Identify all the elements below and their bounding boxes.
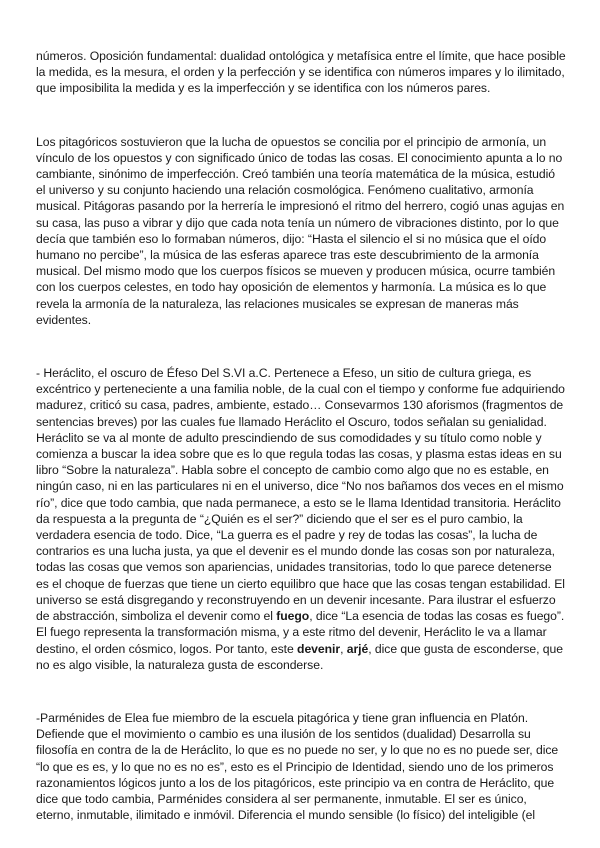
bold-term-devenir: devenir	[297, 641, 341, 656]
heraclitus-text-c: ,	[340, 641, 347, 656]
heraclitus-text-a: - Heráclito, el oscuro de Éfeso Del S.VI a.C. Pertenece a Efeso, un sitio de cultura griega, es excéntrico y perteneciente a una familia noble, de la cual con el tiempo y conforme fue adquiriendo madurez, criticó su casa, padres, ambiente, estado… Consevarmos 130 aforismos (fragmentos de sentencias breves) por las cuales fue llamado Heráclito el Oscuro, todos señalan su genialidad. Heráclito se va al monte de adulto prescindiendo de sus comodidades y su título como noble y comienza a buscar la idea sobre que es lo que regula todas las cosas, y plasma estas ideas en su libro “Sobre la naturaleza”. Habla sobre el concepto de cambio como algo que no es estable, en ningún caso, ni en las particulares ni en el universo, dice “No nos bañamos dos veces en el mismo río”, dice que todo cambia, que nada permanece, a esto se le llama Identidad transitoria. Heráclito da respuesta a la pregunta de “¿Quién es el ser?” diciendo que el ser es el puro cambio, la verdadera esencia de todo. Dice, “La guerra es el padre y rey de todas las cosas”, la lucha de contrarios es una lucha justa, ya que el devenir es el mundo donde las cosas son por naturaleza, todas las cosas que vemos son apariencias, unidades transitorias, todo lo que parece detenerse es el choque de fuerzas que tiene un cierto equilibro que hace que las cosas tengan estabilidad. El universo se está disgregando y reconstruyendo en un devenir incesante. Para ilustrar el esfuerzo de abstracción, simboliza el devenir como el	[36, 366, 565, 624]
paragraph-heraclitus	[36, 365, 566, 673]
bold-term-fuego: fuego	[276, 609, 310, 624]
paragraph-pythagorean-numbers: números. Oposición fundamental: dualidad ontológica y metafísica entre el límite, que hace posible la medida, es la mesura, el orden y la perfección y se identifica con números impares y lo ilimitado, que imposibilita la medida y es la imperfección y se identifica con los números pares.	[36, 49, 566, 96]
bold-term-arje: arjé	[346, 641, 369, 656]
heraclitus-text-b: , dice “La esencia de todas las cosas es fuego”. El fuego representa la transformación misma, y a este ritmo del devenir, Heráclito le va a llamar destino, el orden cósmico, logos. Por tanto, este	[36, 609, 565, 656]
paragraph-parmenides: -Parménides de Elea fue miembro de la escuela pitagórica y tiene gran influencia en Platón. Defiende que el movimiento o cambio es una ilusión de los sentidos (dualidad) Desarrolla su filosofía en contra de la de Heráclito, lo que es no puede no ser, y lo que no es no puede ser, dice “lo que es es, y lo que no es no es”, esto es el Principio de Identidad, siendo uno de los primeros razonamientos lógicos junto a los de los pitagóricos, este principio va en contra de Heráclito, que dice que todo cambia, Parménides considera al ser permanente, inmutable. El ser es único, eterno, inmutable, ilimitado e inmóvil. Diferencia el mundo sensible (lo físico) del inteligible (el	[36, 710, 559, 823]
document-page	[36, 48, 566, 823]
paragraph-pythagorean-harmony: Los pitagóricos sostuvieron que la lucha de opuestos se concilia por el principio de armonía, un vínculo de los opuestos y con significado único de todas las cosas. El conocimiento apunta a lo no cambiante, sinónimo de imperfección. Creó también una teoría matemática de la música, estudió el universo y su conjunto haciendo una relación cosmológica. Fenómeno cualitativo, armonía musical. Pitágoras pasando por la herrería le impresionó el ritmo del herrero, cogió unas agujas en su casa, las puso a vibrar y dijo que cada nota tenía un número de vibraciones distinto, por lo que decía que también eso lo formaban números, dijo: “Hasta el silencio el si no música que el oído humano no percibe”, la música de las esferas aparece tras este descubrimiento de la armonía musical. Del mismo modo que los cuerpos físicos se mueven y producen música, ocurre también con los cuerpos celestes, en todo hay oposición de elementos y harmonía. La música es lo que revela la armonía de la naturaleza, las relaciones musicales se expresan de maneras más evidentes.	[36, 134, 565, 327]
heraclitus-text-d: , dice que gusta de esconderse, que no es algo visible, la naturaleza gusta de esconderse.	[36, 641, 563, 672]
